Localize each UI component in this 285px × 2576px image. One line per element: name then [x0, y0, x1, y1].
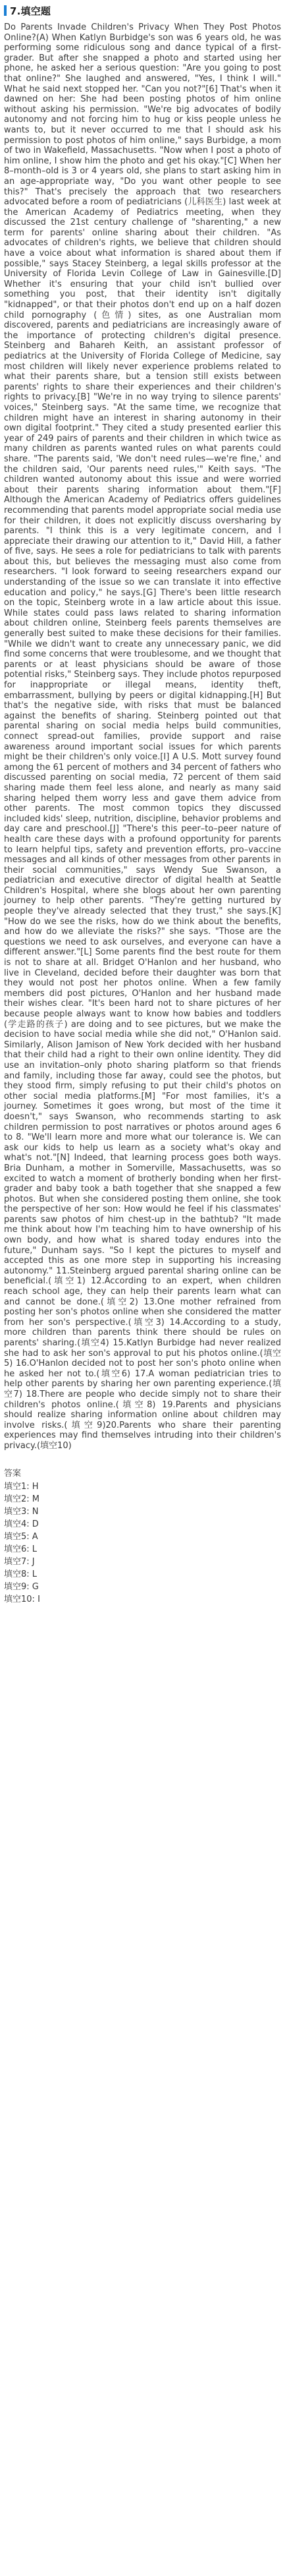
answer-separator: : — [32, 1594, 38, 1604]
answer-section — [4, 1467, 281, 1606]
answer-value: G — [32, 1581, 39, 1592]
answer-row — [4, 1543, 281, 1556]
question-title-bar — [4, 3, 281, 18]
answer-list — [4, 1480, 281, 1606]
answer-value: L — [32, 1569, 38, 1579]
answer-row — [4, 1518, 281, 1531]
answer-label: 填空10 — [4, 1594, 32, 1604]
answer-label: 填空9 — [4, 1581, 27, 1592]
answer-label: 填空1 — [4, 1481, 27, 1492]
document-page — [0, 3, 285, 2576]
answer-value: A — [32, 1531, 38, 1542]
answer-label: 填空8 — [4, 1569, 27, 1579]
answer-row — [4, 1493, 281, 1506]
answer-value: M — [32, 1494, 40, 1504]
answer-header: 答案 — [4, 1468, 22, 1478]
answer-separator: : — [26, 1544, 32, 1554]
answer-row — [4, 1568, 281, 1581]
answer-label: 填空2 — [4, 1494, 27, 1504]
answer-separator: : — [26, 1569, 32, 1579]
answer-label: 填空6 — [4, 1544, 27, 1554]
answer-value: L — [32, 1544, 38, 1554]
answer-row — [4, 1556, 281, 1568]
passage-text: Do Parents Invade Children's Privacy When They Post Photos Online?(A) When Katlyn Burbidge's son was 6 years old, he was performing some ridiculous song and dance typical of a first-grader. But after she snapped a photo and started using her phone, he asked her a serious question: "Are you going to post that online?" She laughed and answered, "Yes, I think I will." What he said next stopped her. "Can you not?"[6] That's when it dawned on her: She had been posting photos of him online without asking his permission. "We're big advocates of bodily autonomy and not forcing him to hug or kiss people unless he wants to, but it never occurred to me that I should ask his permission to post photos of him online," says Burbidge, a mom of two in Wakefield, Massachusetts. "Now when I post a photo of him online, I show him the photo and get his okay."[C] When her 8–month–old is 3 or 4 years old, she plans to start asking him in an age-appropriate way, "Do you want other people to see this?" That's precisely the approach that two researchers advocated before a room of pediatricians (儿科医生) last week at the American Academy of Pediatrics meeting, when they discussed the 21st century challenge of "sharenting," a new term for parents' online sharing about their children. "As advocates of children's rights, we believe that children should have a voice about what information is shared about them if possible," says Stacey Steinberg, a legal skills professor at the University of Florida Levin College of Law in Gainesville.[D] Whether it's ensuring that your child isn't bullied over something you post, that their identity isn't digitally "kidnapped", or that their photos don't end up on a half dozen child pornography (色情) sites, as one Australian mom discovered, parents and pediatricians are increasingly aware of the importance of protecting children's digital presence. Steinberg and Bahareh Keith, an assistant professor of pediatrics at the University of Florida College of Medicine, say most children will likely never experience problems related to what their parents share, but a tension still exists between parents' rights to share their experiences and their children's rights to privacy.[B] "We're in no way trying to silence parents' voices," Steinberg says. "At the same time, we recognize that children might have an interest in sharing autonomy in their own digital footprint." They cited a study presented earlier this year of 249 pairs of parents and their children in which twice as many children as parents wanted rules on what parents could share. "The parents said, 'We don't need rules—we're fine,' and the children said, 'Our parents need rules,'" Keith says. "The children wanted autonomy about this issue and were worried about their parents sharing information about them."[F] Although the American Academy of Pediatrics offers guidelines recommending that parents model appropriate social media use for their children, it does not explicitly discuss oversharing by parents. "I think this is a very legitimate concern, and I appreciate their drawing our attention to it," David Hill, a father of five, says. He sees a role for pediatricians to talk with parents about this, but believes the messaging must also come from researchers. "I look forward to seeing researchers expand our understanding of the issue so we can translate it into effective education and policy," he says.[G] There's been little research on the topic, Steinberg wrote in a law article about this issue. While states could pass laws related to sharing information about children online, Steinberg feels parents themselves are generally best suited to make these decisions for their families. "While we didn't want to create any unnecessary panic, we did find some concerns that were troublesome, and we thought that parents or at least physicians should be aware of those potential risks," Steinberg says. They include photos repurposed for inappropriate or illegal means, identity theft, embarrassment, bullying by peers or digital kidnapping.[H] But that's the negative side, with risks that must be balanced against the benefits of sharing. Steinberg pointed out that parental sharing on social media helps build communities, connect spread-out families, provide support and raise awareness around important social issues for which parents might be their children's only voice.[I] A U.S. Mott survey found among the 61 percent of mothers and 34 percent of fathers who discussed parenting on social media, 72 percent of them said sharing made them feel less alone, and nearly as many said sharing helped them worry less and gave them advice from other parents. The most common topics they discussed included kids' sleep, nutrition, discipline, behavior problems and day care and preschool.[J] "There's this peer–to–peer nature of health care these days with a profound opportunity for parents to learn helpful tips, safety and prevention efforts, pro–vaccine messages and all kinds of other messages from other parents in their social communities," says Wendy Sue Swanson, a pediatrician and executive director of digital health at Seattle Children's Hospital, where she blogs about her own parenting journey to help other parents. "They're getting nurtured by people they've already selected that they trust," she says.[K] "How do we see the risks, how do we think about the benefits, and how do we alleviate the risks?" she says. "Those are the questions we need to ask ourselves, and everyone can have a different answer."[L] Some parents find the best route for them is not to share at all. Bridget O'Hanlon and her husband, who live in Cleveland, decided before their daughter was born that they would not post her photos online. When a few family members did post pictures, O'Hanlon and her husband made their wishes clear. "It's been hard not to share pictures of her because people always want to know how babies and toddlers (学走路的孩子) are doing and to see pictures, but we make the decision to have social media while she did not," O'Hanlon said. Similarly, Alison Jamison of New York decided with her husband that their child had a right to their own online identity. They did use an invitation–only photo sharing platform so that friends and family, including those far away, could see the photos, but they stood firm, simply refusing to put their child's photos on other social media platforms.[M] "For most families, it's a journey. Sometimes it goes wrong, but most of the time it doesn't," says Swanson, who recommends starting to ask children permission to post narratives or photos around ages 6 to 8. "We'll learn more and more what our tolerance is. We can ask our kids to help us learn as a society what's okay and what's not."[N] Indeed, that learning process goes both ways. Bria Dunham, a mother in Somerville, Massachusetts, was so excited to watch a moment of brotherly bonding when her first-grader and baby took a bath together that she snapped a few photos. But when she considered posting them online, she took the perspective of her son: How would he feel if his classmates' parents saw photos of him chest-up in the bathtub? "It made me think about how I'm teaching him to have ownership of his own body, and how what is shared today endures into the future," Dunham says. "So I kept the pictures to myself and accepted this as one more step in supporting his increasing autonomy." 11.Steinberg argued parental sharing online can be beneficial.(填空1) 12.According to an expert, when children reach school age, they can help their parents learn what can and cannot be done.(填空2) 13.One mother refrained from posting her son's photos online when she considered the matter from her son's perspective.(填空3) 14.According to a study, more children than parents think there should be rules on parents' sharing.(填空4) 15.Katlyn Burbidge had never realized she had to ask her son's approval to put his photos online.(填空5) 16.O'Hanlon decided not to post her son's photo online when he asked her not to.(填空6) 17.A woman pediatrician tries to help other parents by sharing her own parenting experience.(填空7) 18.There are people who decide simply not to share their children's photos online.(填空8) 19.Parents and physicians should realize sharing information online about children may involve risks.(填空9)20.Parents who share their parenting experiences may find themselves intruding into their children's privacy.(填空10) — [4, 22, 281, 1451]
title-accent-bar — [4, 5, 7, 16]
answer-value: N — [32, 1506, 39, 1517]
answer-row — [4, 1480, 281, 1493]
answer-separator: : — [26, 1581, 32, 1592]
answer-value: H — [32, 1481, 39, 1492]
answer-label: 填空7 — [4, 1556, 27, 1567]
answer-value: I — [38, 1594, 40, 1604]
answer-label: 填空5 — [4, 1531, 27, 1542]
answer-value: D — [32, 1519, 39, 1529]
answer-separator: : — [26, 1531, 32, 1542]
answer-label: 填空3 — [4, 1506, 27, 1517]
answer-row — [4, 1581, 281, 1593]
answer-separator: : — [26, 1556, 32, 1567]
question-title: 7.填空题 — [10, 5, 51, 17]
answer-row — [4, 1593, 281, 1606]
answer-separator: : — [26, 1494, 32, 1504]
answer-separator: : — [26, 1481, 32, 1492]
answer-label: 填空4 — [4, 1519, 27, 1529]
answer-row — [4, 1531, 281, 1543]
answer-separator: : — [26, 1519, 32, 1529]
answer-separator: : — [26, 1506, 32, 1517]
answer-value: J — [32, 1556, 35, 1567]
answer-row — [4, 1506, 281, 1518]
